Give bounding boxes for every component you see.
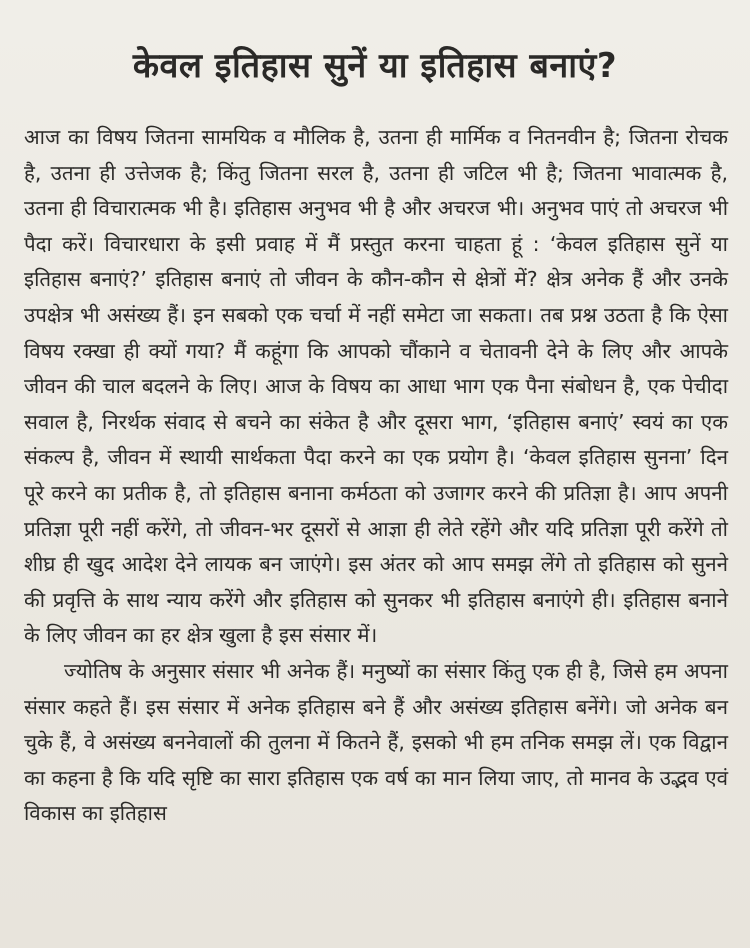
chapter-body — [24, 120, 728, 832]
paragraph-2: ज्योतिष के अनुसार संसार भी अनेक हैं। मनुष्यों का संसार किंतु एक ही है, जिसे हम अपना संसार कहते हैं। इस संसार में अनेक इतिहास बने हैं और असंख्य इतिहास बनेंगे। जो अनेक बन चुके हैं, वे असंख्य बननेवालों की तुलना में कितने हैं, इसको भी हम तनिक समझ लें। एक विद्वान का कहना है कि यदि सृष्टि का सारा इतिहास एक वर्ष का मान लिया जाए, तो मानव के उद्भव एवं विकास का इतिहास — [24, 658, 728, 826]
paragraph-1: आज का विषय जितना सामयिक व मौलिक है, उतना ही मार्मिक व नितनवीन है; जितना रोचक है, उतना ही उत्तेजक है; किंतु जितना सरल है, उतना ही जटिल भी है; जितना भावात्मक है, उतना ही विचारात्मक भी है। इतिहास अनुभव भी है और अचरज भी। अनुभव पाएं तो अचरज भी पैदा करें। विचारधारा के इसी प्रवाह में मैं प्रस्तुत करना चाहता हूं : ‘केवल इतिहास सुनें या इतिहास बनाएं?’ इतिहास बनाएं तो जीवन के कौन-कौन से क्षेत्रों में? क्षेत्र अनेक हैं और उनके उपक्षेत्र भी असंख्य हैं। इन सबको एक चर्चा में नहीं समेटा जा सकता। तब प्रश्न उठता है कि ऐसा विषय रक्खा ही क्यों गया? मैं कहूंगा कि आपको चौंकाने व चेतावनी देने के लिए और आपके जीवन की चाल बदलने के लिए। आज के विषय का आधा भाग एक पैना संबोधन है, एक पेचीदा सवाल है, निरर्थक संवाद से बचने का संकेत है और दूसरा भाग, ‘इतिहास बनाएं’ स्वयं का एक संकल्प है, जीवन में स्थायी सार्थकता पैदा करने का एक प्रयोग है। ‘केवल इतिहास सुनना’ दिन पूरे करने का प्रतीक है, तो इतिहास बनाना कर्मठता को उजागर करने की प्रतिज्ञा है। आप अपनी प्रतिज्ञा पूरी नहीं करेंगे, तो जीवन-भर दूसरों से आज्ञा ही लेते रहेंगे और यदि प्रतिज्ञा पूरी करेंगे तो शीघ्र ही खुद आदेश देने लायक बन जाएंगे। इस अंतर को आप समझ लेंगे तो इतिहास को सुनने की प्रवृत्ति के साथ न्याय करेंगे और इतिहास को सुनकर भी इतिहास बनाएंगे ही। इतिहास बनाने के लिए जीवन का हर क्षेत्र खुला है इस संसार में। — [24, 125, 728, 648]
chapter-title: केवल इतिहास सुनें या इतिहास बनाएं? — [132, 45, 618, 86]
